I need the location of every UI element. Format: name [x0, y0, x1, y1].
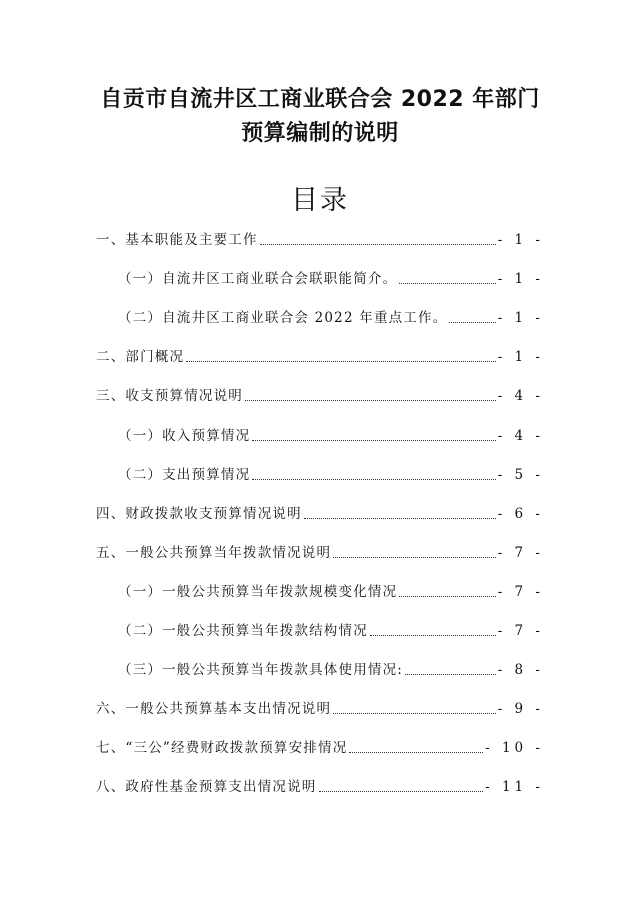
toc-entry-page-number: - 1 -: [497, 349, 544, 366]
toc-entry-text: 一、基本职能及主要工作: [96, 232, 258, 248]
toc-entry[interactable]: [0, 543, 544, 563]
toc-entry-text: 三、收支预算情况说明: [96, 388, 243, 405]
toc-entry-page-number: - 6 -: [497, 505, 544, 522]
toc-entry-text: 二、部门概况: [96, 349, 185, 366]
toc-entry-page-number: - 4 -: [497, 427, 544, 444]
toc-entry-text: （二）支出预算情况: [118, 466, 251, 483]
toc-entry-text: 四、财政拨款收支预算情况说明: [96, 505, 302, 522]
toc-entry-text: （二）自流井区工商业联合会 2022 年重点工作。: [118, 310, 448, 327]
toc-entry-page-number: - 7 -: [497, 544, 544, 561]
toc-dot-leader: [186, 360, 496, 362]
toc-entry[interactable]: [0, 582, 544, 602]
toc-entry[interactable]: [0, 504, 544, 524]
toc-entry-page-number: - 9 -: [497, 701, 544, 718]
toc-dot-leader: [370, 634, 496, 636]
toc-entry-page-number: - 1 -: [497, 271, 544, 288]
toc-dot-leader: [260, 243, 496, 245]
toc-entry[interactable]: [0, 699, 544, 719]
toc-entry[interactable]: [0, 386, 544, 406]
toc-entry[interactable]: [0, 738, 544, 758]
toc-entry-page-number: - 8 -: [497, 662, 544, 679]
toc-entry-text: （三）一般公共预算当年拨款具体使用情况:: [118, 662, 404, 679]
toc-entry[interactable]: [0, 426, 544, 446]
toc-dot-leader: [399, 282, 495, 284]
toc-entry-page-number: - 1 -: [497, 232, 544, 248]
toc-dot-leader: [252, 439, 495, 441]
toc-heading: 目录: [291, 185, 349, 216]
toc-entry-page-number: - 7 -: [497, 623, 544, 639]
toc-entry-text: （二）一般公共预算当年拨款结构情况: [118, 623, 368, 639]
toc-entry[interactable]: [0, 347, 544, 367]
toc-dot-leader: [333, 712, 496, 714]
toc-entry-page-number: - 7 -: [497, 583, 544, 600]
toc-entry[interactable]: [0, 621, 544, 641]
toc-entry-text: 七、“三公”经费财政拨款预算安排情况: [96, 740, 348, 757]
toc-entry-text: 六、一般公共预算基本支出情况说明: [96, 701, 332, 718]
toc-dot-leader: [319, 790, 484, 792]
toc-entry[interactable]: [0, 308, 544, 328]
toc-entry-text: （一）一般公共预算当年拨款规模变化情况: [118, 583, 398, 600]
document-title-line-1: 自贡市自流井区工商业联合会 2022 年部门: [100, 87, 540, 112]
toc-entry-text: 八、政府性基金预算支出情况说明: [96, 779, 317, 796]
toc-entry-text: （一）自流井区工商业联合会联职能简介。: [118, 271, 398, 288]
toc-entry-page-number: - 5 -: [497, 466, 544, 483]
toc-entry[interactable]: [0, 269, 544, 289]
toc-entry[interactable]: [0, 230, 544, 250]
toc-entry-page-number: - 11 -: [485, 779, 544, 796]
toc-dot-leader: [252, 478, 495, 480]
toc-entry-page-number: - 10 -: [485, 740, 544, 757]
toc-entry-text: （一）收入预算情况: [118, 427, 251, 444]
toc-dot-leader: [245, 399, 496, 401]
toc-entry-page-number: - 4 -: [497, 388, 544, 405]
toc-entry[interactable]: [0, 660, 544, 680]
toc-dot-leader: [399, 595, 495, 597]
toc-dot-leader: [405, 673, 496, 675]
toc-entry-text: 五、一般公共预算当年拨款情况说明: [96, 544, 332, 561]
toc-entry[interactable]: [0, 465, 544, 485]
toc-entry[interactable]: [0, 777, 544, 797]
toc-dot-leader: [449, 321, 495, 323]
document-title-line-2: 预算编制的说明: [241, 121, 399, 146]
toc-dot-leader: [333, 556, 496, 558]
toc-dot-leader: [349, 751, 483, 753]
toc-dot-leader: [304, 517, 496, 519]
toc-entry-page-number: - 1 -: [497, 310, 544, 327]
